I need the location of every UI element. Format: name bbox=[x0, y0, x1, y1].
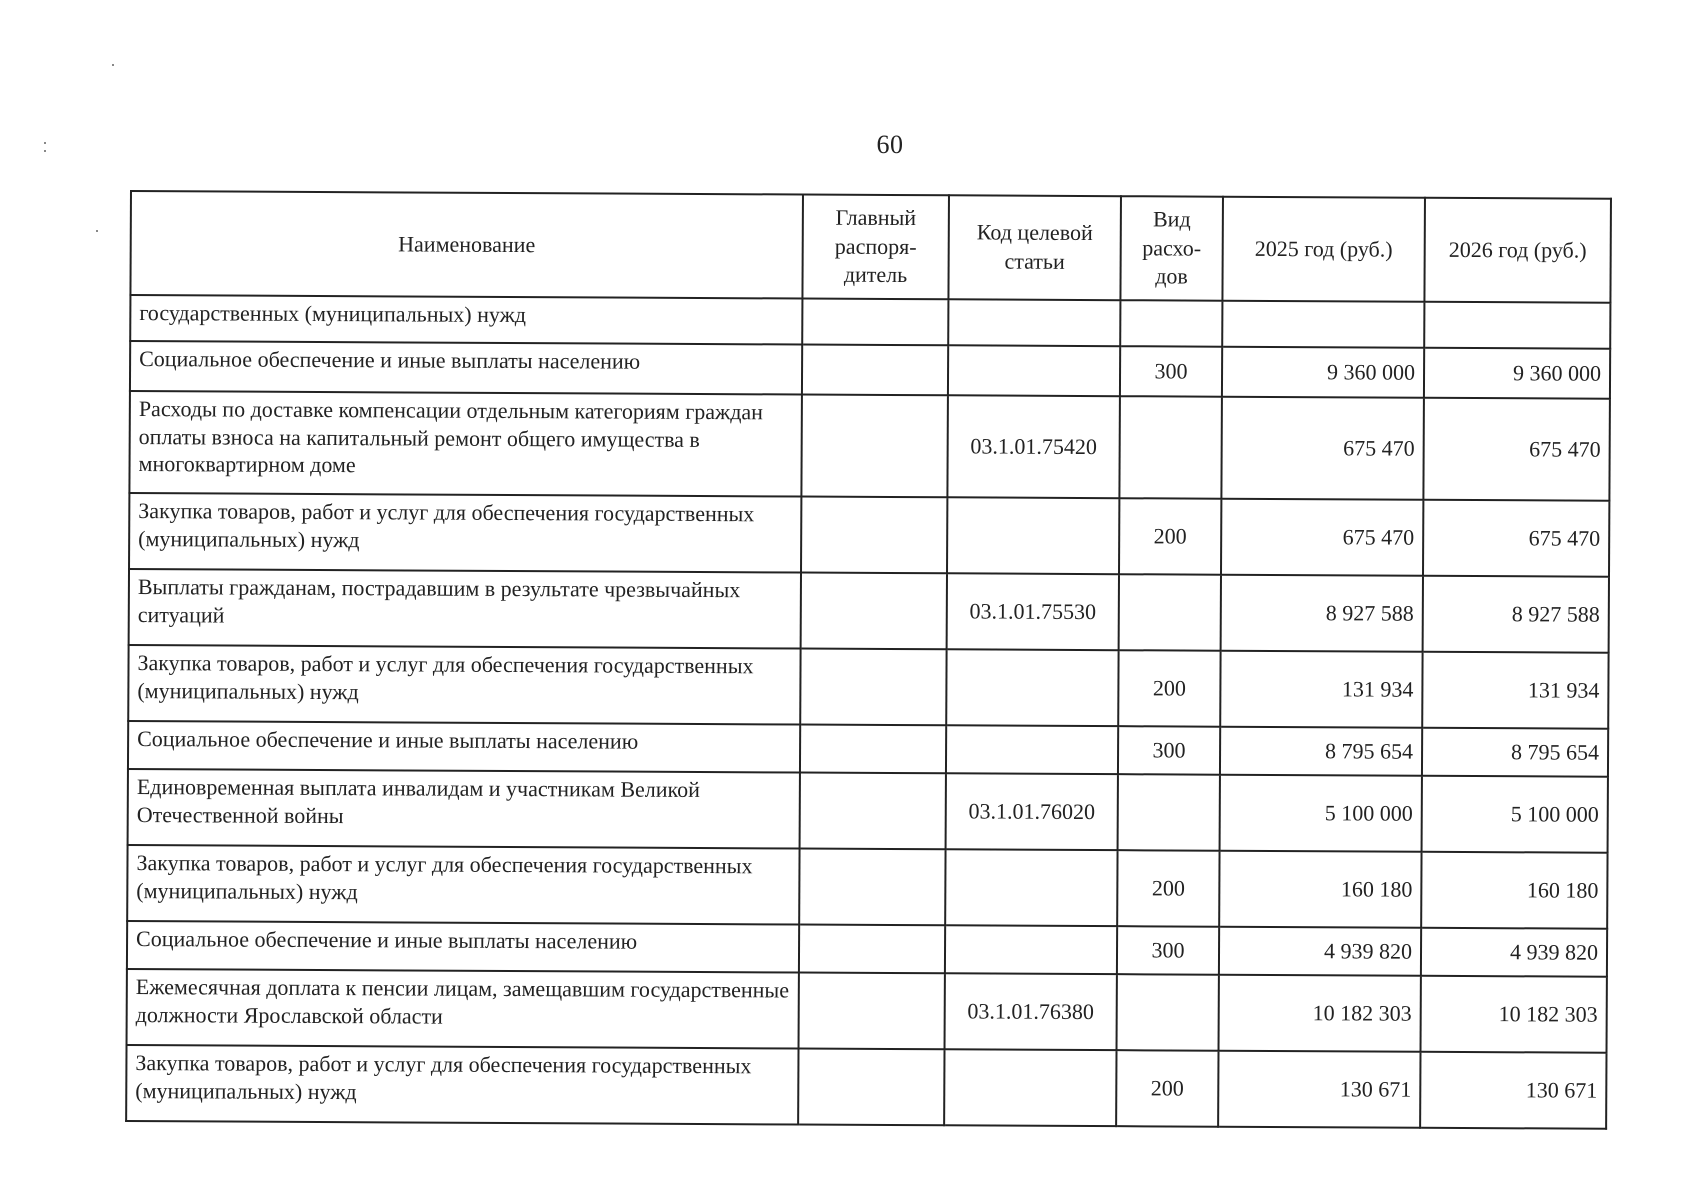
cell-name: Закупка товаров, работ и услуг для обеспечения государственных (муниципальных) нужд bbox=[128, 645, 800, 725]
cell-2025: 160 180 bbox=[1219, 851, 1421, 928]
table-row bbox=[127, 921, 1607, 977]
cell-manager bbox=[801, 497, 947, 574]
cell-2025: 4 939 820 bbox=[1219, 927, 1421, 976]
cell-2026: 10 182 303 bbox=[1421, 976, 1607, 1053]
table-row bbox=[130, 341, 1610, 399]
cell-code: 03.1.01.76020 bbox=[946, 773, 1118, 850]
cell-code: 03.1.01.75530 bbox=[947, 573, 1119, 650]
cell-manager bbox=[799, 849, 945, 926]
table-row bbox=[129, 569, 1609, 653]
cell-code bbox=[945, 925, 1117, 974]
table-row bbox=[128, 721, 1608, 777]
cell-manager bbox=[800, 773, 946, 850]
cell-manager bbox=[799, 973, 945, 1050]
cell-expense-type bbox=[1119, 396, 1222, 499]
cell-2025: 5 100 000 bbox=[1220, 775, 1422, 852]
cell-name: Закупка товаров, работ и услуг для обеспечения государственных (муниципальных) нужд bbox=[127, 845, 799, 925]
cell-manager bbox=[798, 1049, 944, 1126]
cell-code bbox=[946, 649, 1118, 726]
cell-2025: 10 182 303 bbox=[1219, 975, 1421, 1052]
cell-manager bbox=[802, 299, 948, 346]
cell-name: Закупка товаров, работ и услуг для обеспечения государственных (муниципальных) нужд bbox=[126, 1045, 798, 1125]
cell-2025: 675 470 bbox=[1221, 397, 1424, 500]
cell-2025: 9 360 000 bbox=[1222, 347, 1424, 398]
cell-2025: 8 927 588 bbox=[1221, 575, 1423, 652]
cell-code: 03.1.01.75420 bbox=[947, 395, 1120, 498]
cell-2026: 8 927 588 bbox=[1423, 576, 1609, 653]
table-row bbox=[128, 769, 1608, 853]
cell-expense-type: 300 bbox=[1120, 346, 1222, 397]
table-row bbox=[126, 1045, 1606, 1129]
cell-2026: 131 934 bbox=[1422, 652, 1608, 729]
scan-speck bbox=[112, 64, 114, 66]
table-row bbox=[128, 645, 1608, 729]
cell-name: Закупка товаров, работ и услуг для обеспечения государственных (муниципальных) нужд bbox=[129, 493, 801, 573]
cell-name: Ежемесячная доплата к пенсии лицам, замещавшим государственные должности Ярославской области bbox=[127, 969, 799, 1049]
table-header-row bbox=[130, 191, 1611, 303]
cell-2025: 130 671 bbox=[1218, 1051, 1420, 1128]
cell-expense-type: 200 bbox=[1119, 498, 1221, 575]
cell-name: Расходы по доставке компенсации отдельным категориям граждан оплаты взноса на капитальный ремонт общего имущества в многоквартирном доме bbox=[129, 391, 802, 497]
cell-expense-type bbox=[1118, 774, 1220, 851]
cell-expense-type bbox=[1119, 574, 1221, 651]
header-name: Наименование bbox=[130, 191, 803, 299]
cell-code bbox=[944, 1049, 1116, 1126]
header-code: Код целевой статьи bbox=[948, 195, 1121, 300]
scan-speck bbox=[96, 230, 98, 232]
header-manager: Главный распоря-дитель bbox=[802, 195, 949, 300]
cell-name: Единовременная выплата инвалидам и участникам Великой Отечественной войны bbox=[128, 769, 800, 849]
cell-2025: 8 795 654 bbox=[1220, 727, 1422, 776]
header-2025: 2025 год (руб.) bbox=[1222, 197, 1425, 302]
cell-expense-type bbox=[1117, 974, 1219, 1051]
cell-expense-type: 300 bbox=[1117, 926, 1219, 975]
cell-2025 bbox=[1222, 301, 1424, 348]
cell-2026: 4 939 820 bbox=[1421, 928, 1607, 977]
cell-manager bbox=[800, 649, 946, 726]
cell-2026: 675 470 bbox=[1423, 500, 1609, 577]
cell-code bbox=[947, 497, 1119, 574]
table-row bbox=[129, 493, 1609, 577]
cell-manager bbox=[801, 573, 947, 650]
cell-2025: 131 934 bbox=[1220, 651, 1422, 728]
cell-2026 bbox=[1424, 302, 1610, 349]
cell-2026: 675 470 bbox=[1423, 398, 1610, 501]
cell-2026: 130 671 bbox=[1420, 1052, 1606, 1129]
table-row bbox=[127, 845, 1607, 929]
table-row bbox=[127, 969, 1607, 1053]
page-number: 60 bbox=[876, 130, 904, 159]
cell-2025: 675 470 bbox=[1221, 499, 1423, 576]
cell-expense-type: 300 bbox=[1118, 726, 1220, 775]
cell-name: Социальное обеспечение и иные выплаты населению bbox=[127, 921, 799, 973]
cell-name: Социальное обеспечение и иные выплаты населению bbox=[130, 341, 802, 395]
cell-manager bbox=[799, 925, 945, 974]
cell-name: государственных (муниципальных) нужд bbox=[130, 295, 802, 345]
cell-code bbox=[945, 849, 1117, 926]
cell-expense-type: 200 bbox=[1116, 1050, 1218, 1127]
cell-name: Выплаты гражданам, пострадавшим в результате чрезвычайных ситуаций bbox=[129, 569, 801, 649]
cell-code bbox=[948, 299, 1120, 346]
cell-expense-type: 200 bbox=[1118, 650, 1220, 727]
cell-name: Социальное обеспечение и иные выплаты населению bbox=[128, 721, 800, 773]
cell-code: 03.1.01.76380 bbox=[945, 973, 1117, 1050]
header-2026: 2026 год (руб.) bbox=[1424, 198, 1611, 303]
cell-expense-type bbox=[1120, 300, 1222, 347]
budget-table bbox=[125, 190, 1612, 1130]
cell-manager bbox=[800, 725, 946, 774]
cell-manager bbox=[802, 345, 948, 396]
cell-2026: 8 795 654 bbox=[1422, 728, 1608, 777]
table-row bbox=[130, 295, 1610, 349]
header-expense-type: Вид расхо-дов bbox=[1120, 196, 1223, 301]
cell-code bbox=[948, 345, 1120, 396]
cell-2026: 9 360 000 bbox=[1424, 348, 1610, 399]
budget-table-container bbox=[125, 190, 1610, 1130]
cell-manager bbox=[801, 395, 948, 498]
cell-code bbox=[946, 725, 1118, 774]
cell-expense-type: 200 bbox=[1117, 850, 1219, 927]
table-row bbox=[129, 391, 1610, 501]
cell-2026: 160 180 bbox=[1421, 852, 1607, 929]
cell-2026: 5 100 000 bbox=[1422, 776, 1608, 853]
